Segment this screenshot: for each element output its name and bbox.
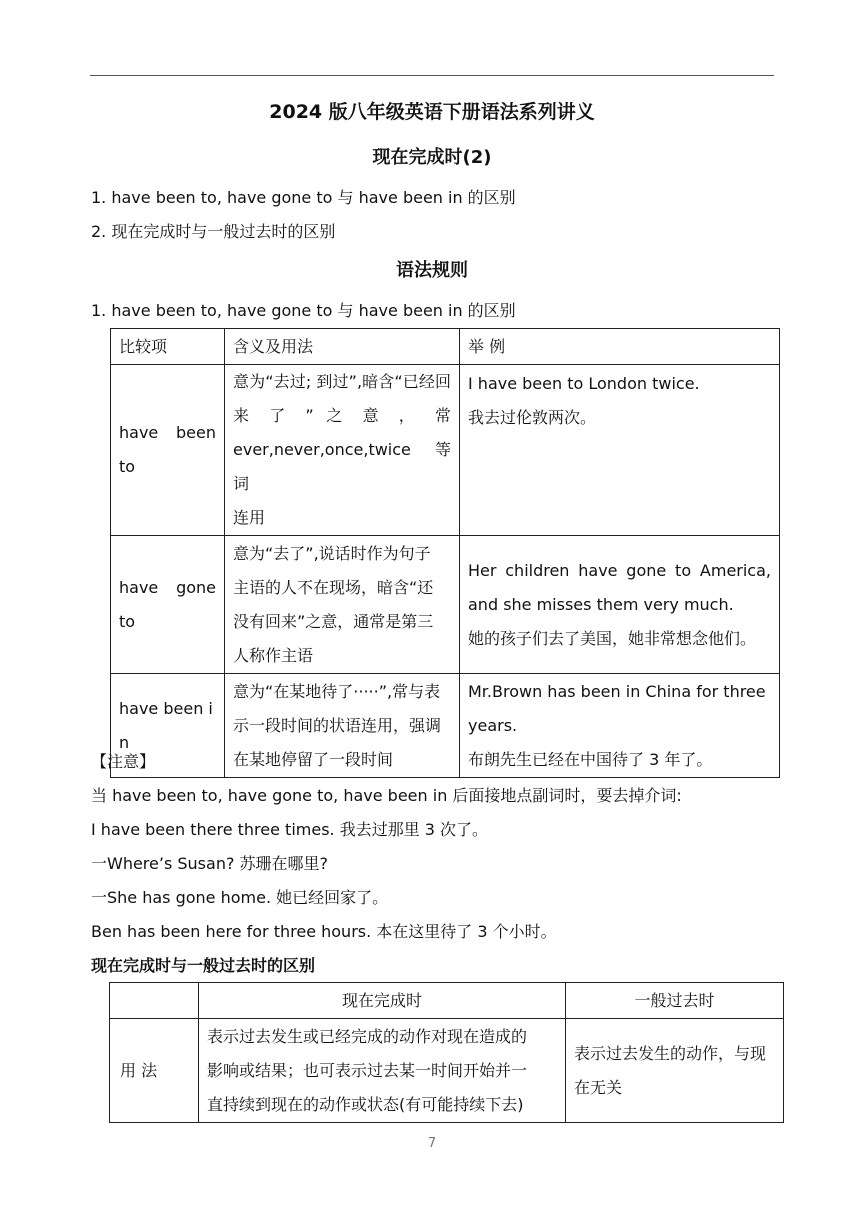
example-line: Mr.Brown has been in China for three: [468, 681, 766, 701]
table-row: [110, 1019, 784, 1123]
example-cell: [460, 365, 780, 536]
intro-item-2: 2. 现在完成时与一般过去时的区别: [91, 222, 336, 241]
usage-cell: [225, 536, 460, 674]
usage-cell: [225, 365, 460, 536]
example-line: 她的孩子们去了美国，她非常想念他们。: [468, 628, 757, 648]
table-header-cell: [110, 983, 199, 1019]
example-cell: [460, 536, 780, 674]
example-line: and she misses them very much.: [468, 594, 734, 614]
table-header-row: [111, 329, 780, 365]
header-rule: [90, 75, 774, 76]
item-cell: [111, 365, 225, 536]
example-line: 布朗先生已经在中国待了 3 年了。: [468, 749, 713, 769]
usage-line: 意为“去了”,说话时作为句子: [233, 543, 431, 563]
perfect-line: 影响或结果；也可表示过去某一时间开始并一: [207, 1060, 528, 1080]
perfect-line: 表示过去发生或已经完成的动作对现在造成的: [207, 1026, 528, 1046]
section-title: 语法规则: [396, 260, 468, 281]
usage-line: 在某地停留了一段时间: [233, 749, 394, 769]
example-line: years.: [468, 715, 518, 735]
example-cell: [460, 674, 780, 778]
section2-heading: 现在完成时与一般过去时的区别: [91, 956, 316, 975]
document-title: 2024 版八年级英语下册语法系列讲义: [269, 101, 595, 123]
usage-line: 示一段时间的状语连用，强调: [233, 715, 442, 735]
notes-line: Ben has been here for three hours. 本在这里待了 3 个小时。: [91, 922, 557, 941]
usage-line: 没有回来”之意，通常是第三: [233, 611, 434, 631]
page-number: 7: [427, 1136, 437, 1151]
usage-cell: [225, 674, 460, 778]
example-line: 我去过伦敦两次。: [468, 408, 597, 427]
item-cell: [111, 536, 225, 674]
comparison-table: [110, 328, 780, 778]
notes-line: 一Where’s Susan? 苏珊在哪里?: [91, 854, 329, 873]
usage-line: ever,never,once,twice 等 词: [233, 440, 451, 493]
item-cell: 用 法: [110, 1019, 199, 1123]
table-header-cell: 比较项: [111, 329, 225, 365]
example-line: I have been to London twice.: [468, 374, 700, 393]
usage-line: 意为“去过; 到过”,暗含“已经回: [233, 372, 451, 391]
item-line: to: [119, 611, 136, 631]
past-line: 在无关: [574, 1077, 623, 1097]
usage-line: 主语的人不在现场，暗含“还: [233, 577, 434, 597]
notes-line: I have been there three times. 我去过那里 3 次了。: [91, 820, 489, 839]
item-line: have been: [119, 423, 216, 442]
example-line: Her children have gone to America,: [468, 560, 771, 580]
notes-line: 当 have been to, have gone to, have been in 后面接地点副词时，要去掉介词:: [91, 786, 682, 805]
table-row: [111, 536, 780, 674]
table-header-cell: 含义及用法: [225, 329, 460, 365]
tense-comparison-table: [109, 982, 784, 1123]
past-cell: [566, 1019, 784, 1123]
table-header-cell: 现在完成时: [199, 983, 566, 1019]
usage-line: 连用: [233, 508, 266, 527]
table-row: [111, 674, 780, 778]
table-header-cell: 举 例: [460, 329, 780, 365]
table-row: [111, 365, 780, 536]
intro-item-1: 1. have been to, have gone to 与 have been in 的区别: [91, 188, 516, 207]
document-subtitle: 现在完成时(2): [372, 147, 492, 168]
perfect-cell: [199, 1019, 566, 1123]
notes-label: 【注意】: [91, 752, 156, 771]
item-line: have been in: [119, 698, 213, 752]
item-line: have gone: [119, 577, 216, 597]
section1-heading: 1. have been to, have gone to 与 have been in 的区别: [91, 301, 516, 320]
table-header-row: [110, 983, 784, 1019]
usage-line: 意为“在某地待了·····”,常与表: [233, 681, 441, 701]
table-header-cell: 一般过去时: [566, 983, 784, 1019]
past-line: 表示过去发生的动作，与现: [574, 1043, 767, 1063]
notes-line: 一She has gone home. 她已经回家了。: [91, 888, 389, 907]
perfect-line: 直持续到现在的动作或状态(有可能持续下去): [207, 1094, 524, 1114]
usage-line: 人称作主语: [233, 645, 314, 665]
item-line: to: [119, 457, 136, 476]
usage-line: 来 了 ” 之 意 ， 常: [233, 406, 451, 425]
